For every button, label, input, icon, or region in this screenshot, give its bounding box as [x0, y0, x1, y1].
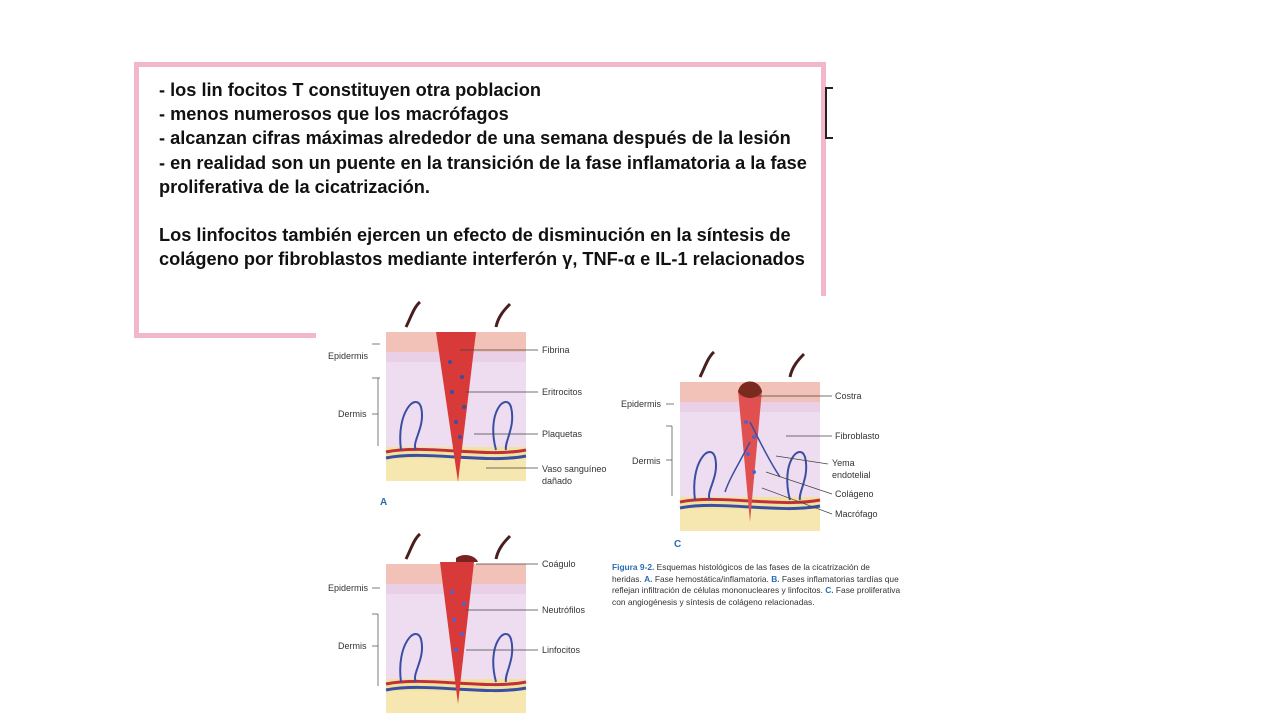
caption-a-letter: A.: [644, 573, 653, 584]
paragraph: Los linfocitos también ejercen un efecto de disminución en la síntesis de colágeno por fibroblastos mediante interferón γ, TNF-α e IL-1 relacionados: [159, 225, 805, 270]
caption-a-text: Fase hemostática/inflamatoria.: [652, 573, 772, 584]
panel-b-epidermis-label: Epidermis: [328, 583, 369, 593]
panel-a-drawing: [316, 296, 900, 720]
panel-a-epidermis-label: Epidermis: [328, 351, 369, 361]
panel-c-label-endotelial: endotelial: [832, 470, 871, 480]
bullet-line-4: - en realidad son un puente en la transición de la fase inflamatoria a la fase proliferativa de la cicatrización.: [159, 152, 807, 197]
caption-intro: Esquemas histológicos de las fases de la cicatrización de heridas.: [612, 562, 870, 584]
caption-b-text: Fases inflamatorias tardías que reflejan infiltración de células mononucleares y linfocitos.: [612, 573, 899, 595]
bullet-line-1: - los lin focitos T constituyen otra poblacion: [159, 80, 541, 100]
panel-a-label-plaquetas: Plaquetas: [542, 429, 583, 439]
panel-a-dermis-label: Dermis: [338, 409, 367, 419]
panel-c-label-macrofago: Macrófago: [835, 509, 878, 519]
bullet-line-3: - alcanzan cifras máximas alrededor de una semana después de la lesión: [159, 128, 791, 149]
panel-c-label-fibroblasto: Fibroblasto: [835, 431, 880, 441]
panel-a-label-vaso: Vaso sanguíneo: [542, 464, 607, 474]
panel-a-label-danado: dañado: [542, 476, 573, 486]
panel-b-label-neutrofilos: Neutrófilos: [542, 605, 586, 615]
figure-caption: [612, 562, 902, 608]
panel-c-label-costra: Costra: [835, 391, 862, 401]
caption-b-letter: B.: [771, 573, 780, 584]
panel-c-label-colageno: Colágeno: [835, 489, 874, 499]
panel-c-letter: C: [674, 539, 682, 550]
panel-b-label-coagulo: Coágulo: [542, 559, 576, 569]
panel-b-dermis-label: Dermis: [338, 641, 367, 651]
panel-c-dermis-label: Dermis: [632, 456, 661, 466]
panel-b-skin: [386, 534, 526, 713]
panel-a-label-fibrina: Fibrina: [542, 345, 570, 355]
panel-c-epidermis-label: Epidermis: [621, 399, 662, 409]
panel-a-label-eritrocitos: Eritrocitos: [542, 387, 583, 397]
caption-c-letter: C.: [825, 585, 834, 595]
panel-b-label-linfocitos: Linfocitos: [542, 645, 581, 655]
panel-c-label-yema: Yema: [832, 458, 855, 468]
bracket-mark: [825, 87, 833, 139]
histology-figure: [316, 296, 900, 720]
text-content: [159, 78, 809, 271]
spacer: [159, 199, 809, 223]
panel-a-letter: A: [380, 497, 388, 508]
panel-c-skin: [680, 352, 820, 531]
bullet-line-2: - menos numerosos que los macrófagos: [159, 104, 509, 125]
caption-title: Figura 9-2.: [612, 562, 655, 572]
caption-c-text: Fase proliferativa con angiogénesis y síntesis de colágeno relacionadas.: [612, 585, 901, 607]
